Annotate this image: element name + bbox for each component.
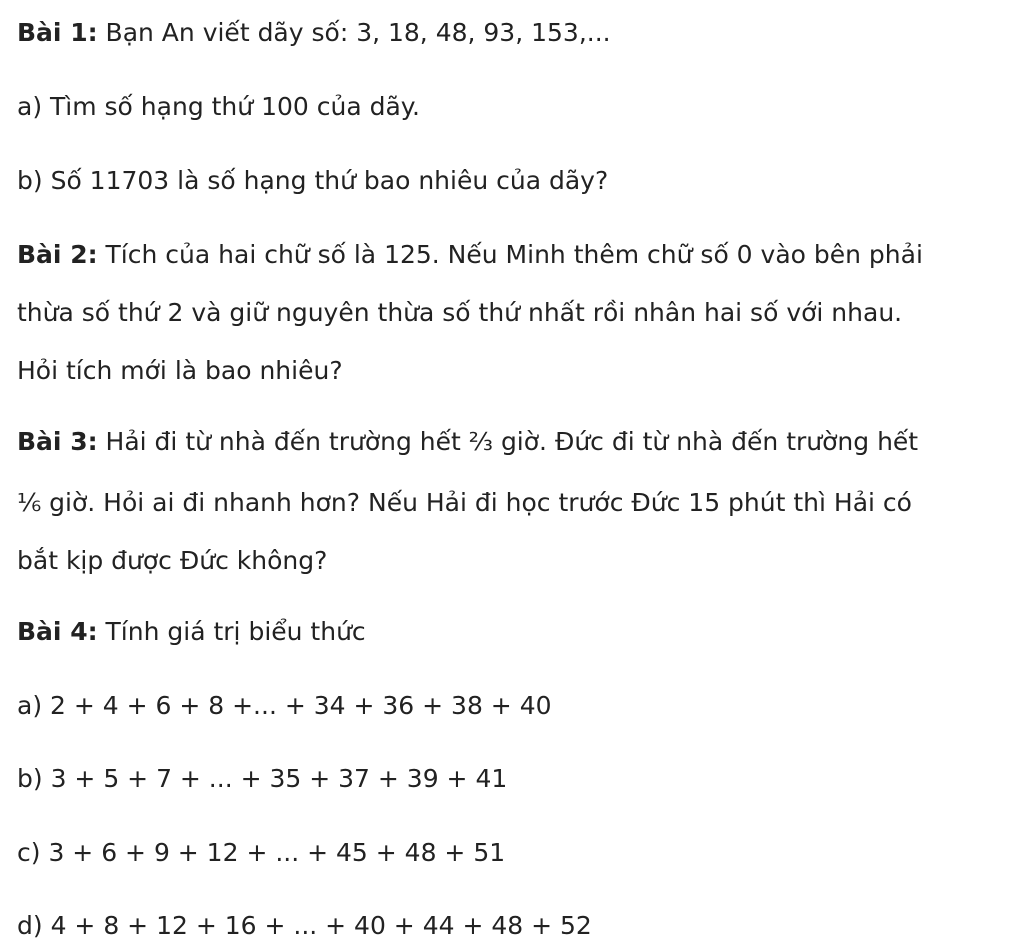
- exercise-4-item-d: d) 4 + 8 + 12 + 16 + ... + 40 + 44 + 48 + 52: [17, 911, 592, 940]
- exercise-1-label: Bài 1:: [17, 18, 98, 47]
- exercise-2-label: Bài 2:: [17, 240, 98, 269]
- exercise-3-text-1: Hải đi từ nhà đến trường hết ⅔ giờ. Đức đi từ nhà đến trường hết: [97, 427, 919, 456]
- exercise-1-item-a: a) Tìm số hạng thứ 100 của dãy.: [17, 92, 420, 121]
- exercise-4-label: Bài 4:: [17, 617, 98, 646]
- exercise-3-label: Bài 3:: [17, 427, 98, 456]
- exercise-4-item-a: a) 2 + 4 + 6 + 8 +... + 34 + 36 + 38 + 40: [17, 691, 552, 720]
- exercise-1-text: Bạn An viết dãy số: 3, 18, 48, 93, 153,...: [97, 18, 611, 47]
- exercise-2-line-2: thừa số thứ 2 và giữ nguyên thừa số thứ nhất rồi nhân hai số với nhau.: [17, 298, 903, 327]
- exercise-1-heading: [17, 16, 611, 50]
- exercise-4-item-b: b) 3 + 5 + 7 + ... + 35 + 37 + 39 + 41: [17, 764, 508, 793]
- exercise-3-line-3: bắt kịp được Đức không?: [17, 546, 328, 575]
- exercise-4-heading: [17, 615, 366, 649]
- exercise-2-line-1: [17, 238, 923, 272]
- exercise-2-text-1: Tích của hai chữ số là 125. Nếu Minh thêm chữ số 0 vào bên phải: [97, 240, 923, 269]
- exercise-2-line-3: Hỏi tích mới là bao nhiêu?: [17, 356, 343, 385]
- exercise-3-line-2: ⅙ giờ. Hỏi ai đi nhanh hơn? Nếu Hải đi học trước Đức 15 phút thì Hải có: [17, 488, 912, 517]
- exercise-1-item-b: b) Số 11703 là số hạng thứ bao nhiêu của dãy?: [17, 166, 609, 195]
- exercise-4-item-c: c) 3 + 6 + 9 + 12 + ... + 45 + 48 + 51: [17, 838, 506, 867]
- exercise-4-text: Tính giá trị biểu thức: [97, 617, 366, 646]
- exercise-3-line-1: [17, 425, 918, 459]
